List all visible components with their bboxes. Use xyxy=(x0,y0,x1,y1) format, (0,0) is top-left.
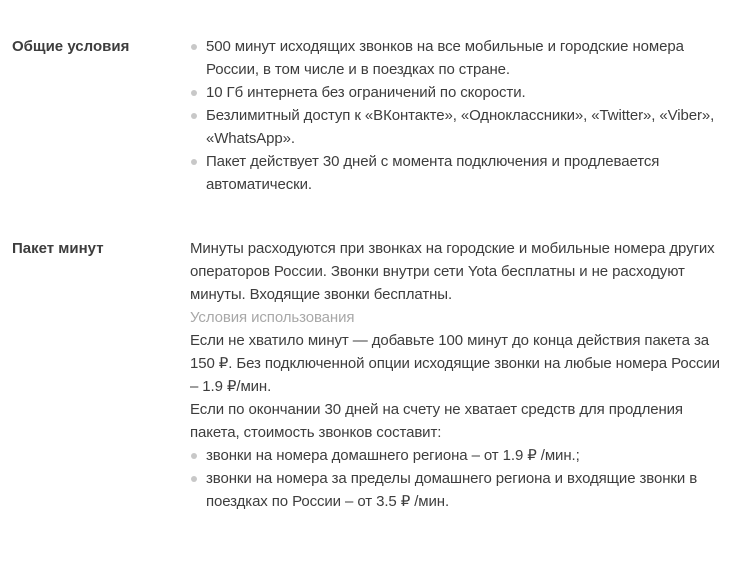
minutes-package-content xyxy=(190,237,727,513)
add-minutes-paragraph: Если не хватило минут — добавьте 100 минут до конца действия пакета за 150 ₽. Без подключенной опции исходящие звонки на любые номера России – 1.9 ₽/мин. xyxy=(190,332,720,395)
section-title-general-terms: Общие условия xyxy=(12,38,130,55)
minutes-usage-paragraph: Минуты расходуются при звонках на городские и мобильные номера других операторов России. Звонки внутри сети Yota бесплатны и не расходуют минуты. Входящие звонки бесплатны. xyxy=(190,240,715,303)
list-item: 500 минут исходящих звонков на все мобильные и городские номера России, в том числе и в поездках по стране. xyxy=(190,35,727,81)
list-item: звонки на номера за пределы домашнего региона и входящие звонки в поездках по России – от 3.5 ₽ /мин. xyxy=(190,467,727,513)
list-item: звонки на номера домашнего региона – от 1.9 ₽ /мин.; xyxy=(190,444,727,467)
list-item: 10 Гб интернета без ограничений по скорости. xyxy=(190,81,727,104)
renewal-paragraph: Если по окончании 30 дней на счету не хватает средств для продления пакета, стоимость звонков составит: xyxy=(190,401,683,441)
list-item: Пакет действует 30 дней с момента подключения и продлевается автоматически. xyxy=(190,150,727,196)
general-terms-content xyxy=(190,35,727,196)
usage-terms-subheading: Условия использования xyxy=(190,309,355,326)
section-title-minutes-package: Пакет минут xyxy=(12,240,104,257)
section-minutes-package xyxy=(12,237,727,513)
section-general-terms xyxy=(12,35,727,196)
benefits-list xyxy=(190,35,727,196)
list-item: Безлимитный доступ к «ВКонтакте», «Одноклассники», «Twitter», «Viber», «WhatsApp». xyxy=(190,104,727,150)
overage-rates-list xyxy=(190,444,727,513)
